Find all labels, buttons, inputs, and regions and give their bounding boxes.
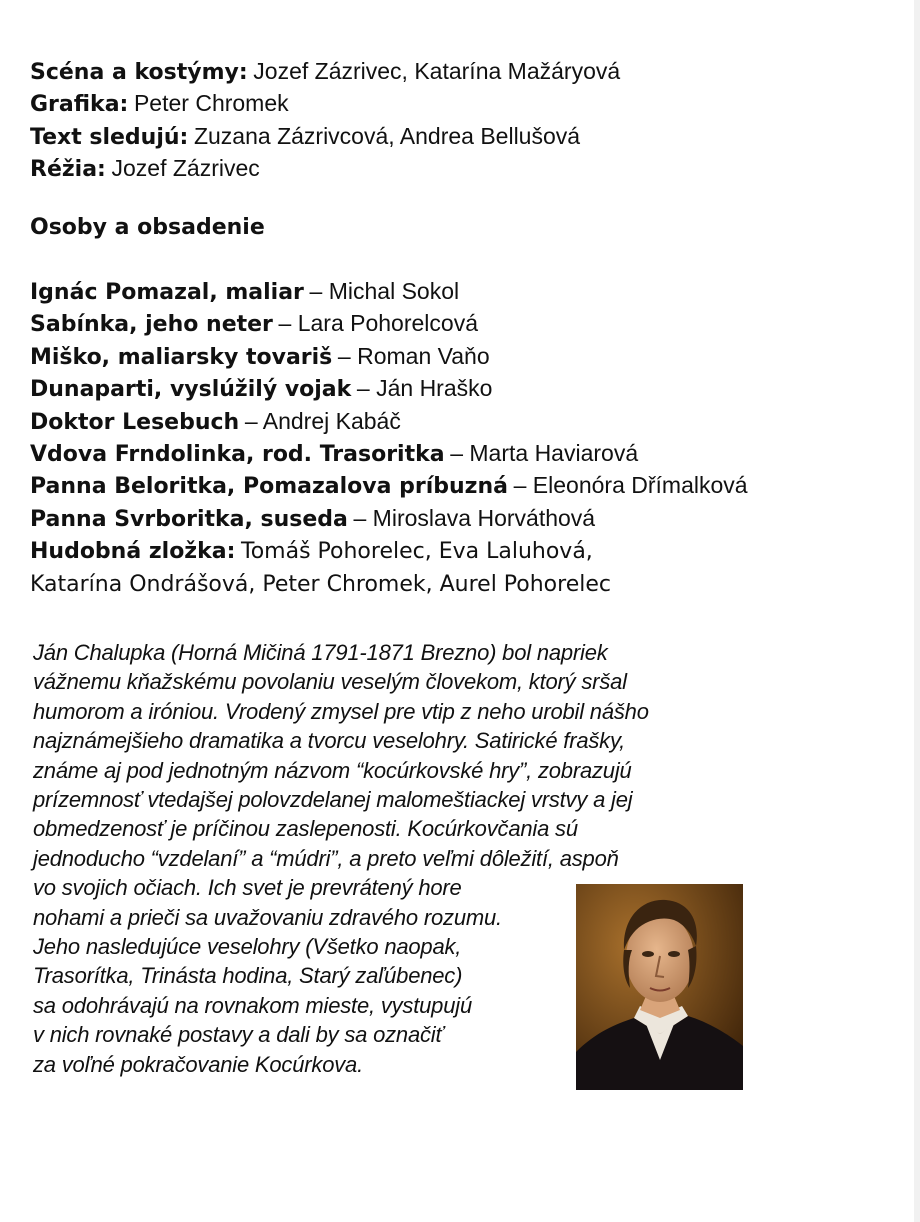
bio-line: vážnemu kňažskému povolaniu veselým človekom, ktorý sršal xyxy=(33,669,627,695)
bio-line: Ján Chalupka (Horná Mičiná 1791-1871 Brezno) bol napriek xyxy=(33,640,608,665)
actor-name: – Miroslava Horváthová xyxy=(353,504,596,531)
credit-label: Text sledujú: xyxy=(30,124,189,150)
bio-line: jednoducho “vzdelaní” a “múdri”, a preto veľmi dôležití, aspoň xyxy=(33,845,619,871)
bio-line: humorom a iróniou. Vrodený zmysel pre vtip z neho urobil nášho xyxy=(33,698,649,724)
cast-list xyxy=(30,276,890,600)
cast-item xyxy=(30,406,890,438)
bio-line: nohami a prieči sa uvažovaniu zdravého rozumu. xyxy=(33,904,502,930)
actor-name: – Ján Hraško xyxy=(356,375,493,402)
role-name: Ignác Pomazal, maliar xyxy=(30,280,304,305)
bio-line: obmedzenosť je príčinou zaslepenosti. Kocúrkovčania sú xyxy=(33,816,578,842)
cast-item xyxy=(30,438,890,470)
cast-item xyxy=(30,503,890,535)
cast-item xyxy=(30,373,890,405)
credit-label: Grafika: xyxy=(30,92,129,118)
credit-line xyxy=(30,121,890,153)
actor-name: – Eleonóra Dřímalková xyxy=(513,472,748,499)
role-name: Vdova Frndolinka, rod. Trasoritka xyxy=(30,442,445,468)
role-name: Dunaparti, vyslúžilý vojak xyxy=(30,377,352,403)
bio-line: najznámejšieho dramatika a tvorcu veselohry. Satirické frašky, xyxy=(33,728,626,754)
actor-name: – Andrej Kabáč xyxy=(244,407,401,434)
music-label: Hudobná zložka: xyxy=(30,539,236,565)
credit-line xyxy=(30,88,890,120)
actor-name: – Marta Haviarová xyxy=(450,440,639,467)
credits-list xyxy=(30,56,890,186)
cast-item xyxy=(30,341,890,373)
bio-line: za voľné pokračovanie Kocúrkova. xyxy=(33,1051,363,1077)
portrait-painting-icon xyxy=(576,884,743,1090)
role-name: Sabínka, jeho neter xyxy=(30,312,273,338)
portrait-eye-right xyxy=(668,951,680,957)
bio-line: Jeho nasledujúce veselohry (Všetko naopak, xyxy=(33,934,462,960)
music-names: Tomáš Pohorelec, Eva Laluhová, xyxy=(241,539,593,565)
credit-label: Scéna a kostýmy: xyxy=(30,60,248,85)
author-portrait xyxy=(576,884,743,1090)
credit-value: Jozef Zázrivec xyxy=(111,155,260,182)
credit-value: Peter Chromek xyxy=(133,90,289,117)
credit-label: Réžia: xyxy=(30,157,106,183)
music-credit xyxy=(30,535,890,567)
bio-line: v nich rovnaké postavy a dali by sa označiť xyxy=(33,1022,444,1048)
page-edge xyxy=(914,0,920,1222)
role-name: Panna Svrboritka, suseda xyxy=(30,506,348,532)
bio-line: Trasorítka, Trinásta hodina, Starý zaľúbenec) xyxy=(33,963,463,989)
actor-name: – Lara Pohorelcová xyxy=(278,310,478,337)
bio-line: vo svojich očiach. Ich svet je prevrátený hore xyxy=(33,875,462,901)
credit-line xyxy=(30,153,890,185)
cast-item xyxy=(30,308,890,340)
credit-value: Zuzana Zázrivcová, Andrea Bellušová xyxy=(193,122,581,149)
cast-item xyxy=(30,276,890,308)
music-credit-continued xyxy=(30,568,890,600)
role-name: Miško, maliarsky tovariš xyxy=(30,344,333,370)
bio-line: sa odohrávajú na rovnakom mieste, vystupujú xyxy=(33,992,472,1018)
portrait-eye-left xyxy=(642,951,654,957)
bio-line: známe aj pod jednotným názvom “kocúrkovské hry”, zobrazujú xyxy=(33,757,632,783)
role-name: Doktor Lesebuch xyxy=(30,409,240,435)
cast-item xyxy=(30,470,890,502)
role-name: Panna Beloritka, Pomazalova príbuzná xyxy=(30,474,508,500)
credit-line xyxy=(30,56,890,88)
actor-name: – Roman Vaňo xyxy=(337,342,490,369)
credit-value: Jozef Zázrivec, Katarína Mažáryová xyxy=(253,58,621,84)
music-names: Katarína Ondrášová, Peter Chromek, Aurel Pohorelec xyxy=(30,571,611,597)
cast-heading: Osoby a obsadenie xyxy=(30,215,265,240)
bio-line: prízemnosť vtedajšej polovzdelanej malomeštiackej vrstvy a jej xyxy=(33,787,633,813)
actor-name: – Michal Sokol xyxy=(309,278,460,304)
